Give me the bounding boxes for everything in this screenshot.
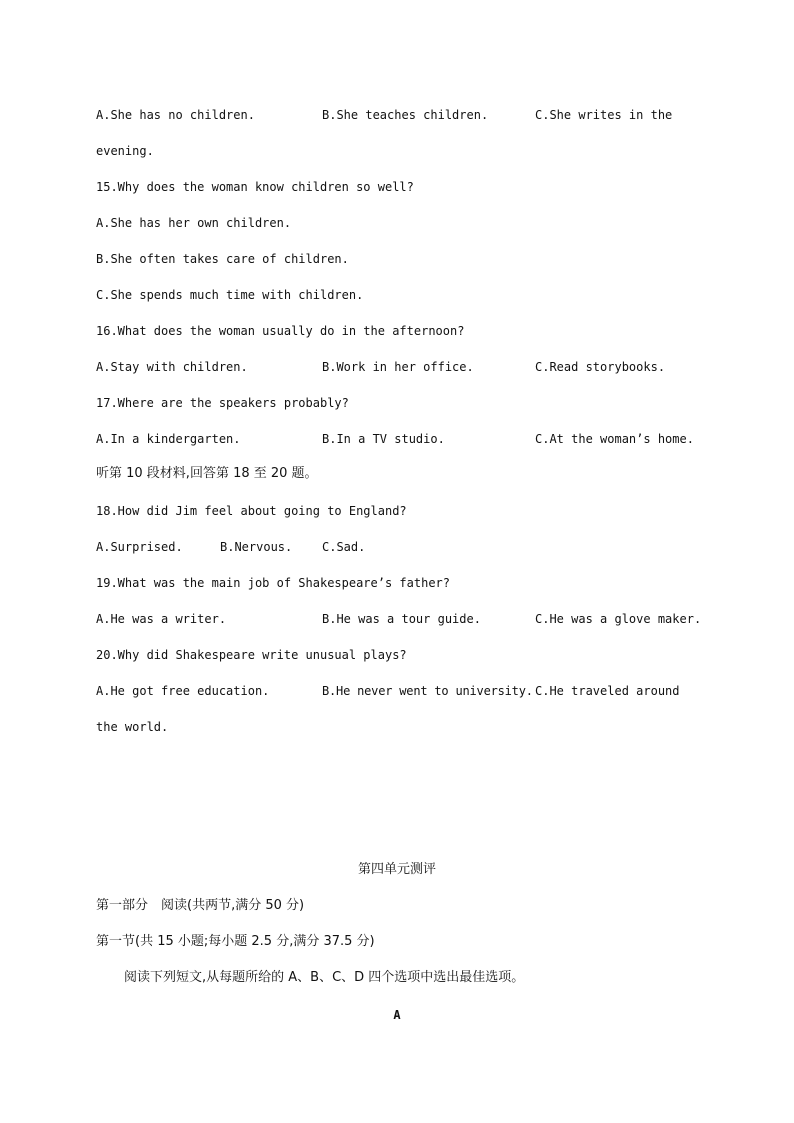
section-10-instruction: 听第 10 段材料,回答第 18 至 20 题。: [96, 466, 318, 481]
section-heading: 第一节(共 15 小题;每小题 2.5 分,满分 37.5 分): [96, 934, 375, 949]
q18-option-a: A.Surprised.: [96, 540, 183, 554]
q17-option-a: A.In a kindergarten.: [96, 432, 241, 446]
q20-option-c: C.He traveled around: [535, 684, 680, 698]
q19-option-c: C.He was a glove maker.: [535, 612, 702, 626]
q19-option-b: B.He was a tour guide.: [322, 612, 481, 626]
unit-title: 第四单元测评: [357, 862, 436, 877]
q14-option-c-continuation: evening.: [96, 144, 154, 158]
q15-option-b: B.She often takes care of children.: [96, 252, 349, 266]
q18-option-b: B.Nervous.: [220, 540, 293, 554]
q20-option-a: A.He got free education.: [96, 684, 270, 698]
q17-option-c: C.At the woman’s home.: [535, 432, 694, 446]
part-heading: 第一部分 阅读(共两节,满分 50 分): [96, 898, 305, 913]
q18-question: 18.How did Jim feel about going to England?: [96, 504, 407, 518]
q20-option-c-continuation: the world.: [96, 720, 169, 734]
q17-option-b: B.In a TV studio.: [322, 432, 445, 446]
q15-question: 15.Why does the woman know children so well?: [96, 180, 414, 194]
q15-option-a: A.She has her own children.: [96, 216, 292, 230]
q16-option-a: A.Stay with children.: [96, 360, 248, 374]
q17-question: 17.Where are the speakers probably?: [96, 396, 349, 410]
q18-option-c: C.Sad.: [322, 540, 366, 554]
q14-option-b: B.She teaches children.: [322, 108, 489, 122]
q20-option-b: B.He never went to university.: [322, 684, 533, 698]
q16-option-c: C.Read storybooks.: [535, 360, 666, 374]
q19-question: 19.What was the main job of Shakespeare’s father?: [96, 576, 451, 590]
q14-option-a: A.She has no children.: [96, 108, 255, 122]
q15-option-c: C.She spends much time with children.: [96, 288, 364, 302]
q19-option-a: A.He was a writer.: [96, 612, 227, 626]
passage-label: A: [393, 1008, 401, 1022]
q20-question: 20.Why did Shakespeare write unusual plays?: [96, 648, 407, 662]
q14-option-c: C.She writes in the: [535, 108, 673, 122]
q16-question: 16.What does the woman usually do in the afternoon?: [96, 324, 465, 338]
reading-instruction: 阅读下列短文,从每题所给的 A、B、C、D 四个选项中选出最佳选项。: [124, 970, 525, 985]
q16-option-b: B.Work in her office.: [322, 360, 474, 374]
